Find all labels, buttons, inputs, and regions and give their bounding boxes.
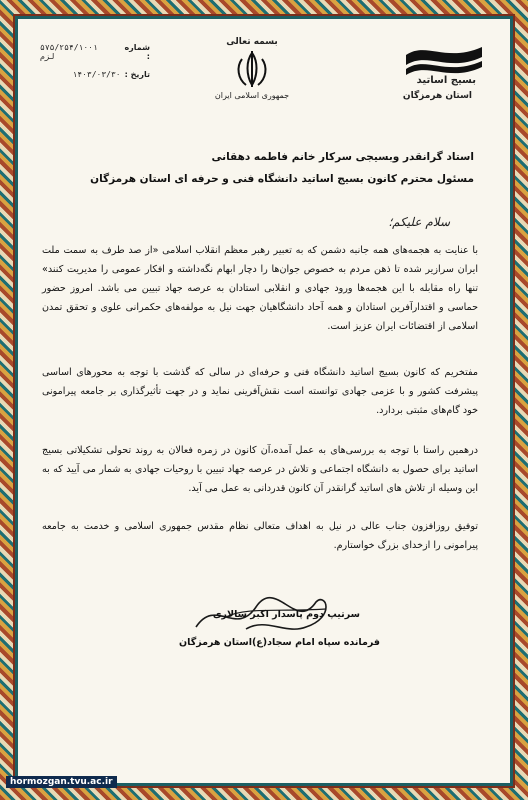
- date-value: ۱۴۰۳/۰۳/۳۰: [72, 69, 121, 79]
- emblem-caption: جمهوری اسلامی ایران: [214, 91, 290, 100]
- body-paragraph-3: درهمین راستا با توجه به بررسی‌های به عمل آمده،آن کانون در زمره فعالان به روند تحولی تشکیلاتی بسیج اساتید برای حصول به دانشگاه اجتماعی و تلاش در عرصه جهاد تبیین با روحیات جهادی به شمار می آیید که به این وسیله از تلاش های اساتید گرانقدر آن کانون قدردانی به عمل می آید.: [42, 445, 478, 494]
- greeting: سلام علیکم؛: [388, 215, 450, 229]
- signatory-title: فرمانده سپاه امام سجاد(ع)استان هرمزگان: [179, 637, 380, 648]
- body-paragraph-2: مفتخریم که کانون بسیج اساتید دانشگاه فنی و حرفه‌ای در سالی که گذشت با توجه به محورهای اساسی پیشرفت کشور و با عزمی جهادی توانسته است نقش‌آفرینی نماید و در جهت تأثیرگذاری بر جامعه پیرامونی خود گام‌های مثبتی بردارد.: [42, 367, 478, 416]
- letter-meta: [40, 41, 150, 85]
- basij-title: بسیج اساتید: [416, 75, 476, 86]
- website-url: hormozgan.tvu.ac.ir: [6, 776, 117, 788]
- emblem-heading: بسمه تعالی: [226, 37, 278, 47]
- letter-date: [40, 63, 150, 85]
- emblem-icon: [232, 49, 272, 89]
- state-emblem: [212, 37, 292, 121]
- number-value: ۵۷۵/۲۵۴/۱۰۰۱ لزم: [40, 43, 98, 61]
- date-label: تاریخ :: [124, 69, 150, 79]
- body-paragraph-1: با عنایت به هجمه‌های همه جانبه دشمن که به تعبیر رهبر معظم انقلاب اسلامی «از صد طرف به سمت ملت ایران سرازیر شده تا ذهن مردم به خصوص جوان‌ها را دچار ابهام نگه‌داشته و افکار عمومی را مدیریت کنند» تنها راه مقابله با این هجمه‌ها ورود جهادی و انقلابی استادان به عرصه جهاد تبیین می باشد. امروز حضور حماسی و اقتدارآفرین استادان و همه آحاد دانشگاهیان جهت نیل به مولفه‌های حکمرانی علوی و تحقق تمدن اسلامی از اقتضائات ایران عزیز است.: [42, 245, 478, 332]
- body-paragraph-4: توفیق روزافزون جناب عالی در نیل به اهداف متعالی نظام مقدس جمهوری اسلامی و خدمت به جامعه پیرامونی را ازخدای بزرگ خواستارم.: [42, 521, 478, 551]
- letter-sheet: [15, 16, 513, 786]
- basij-subtitle: استان هرمزگان: [402, 91, 472, 101]
- letter-number: [40, 41, 150, 63]
- signatory-name: سرتیپ دوم پاسدار اکبر سالاری: [212, 609, 360, 620]
- recipient-line-1: استاد گرانقدر وبسیجی سرکار خانم فاطمه دهقانی: [211, 151, 474, 163]
- number-label: شماره :: [124, 43, 150, 61]
- recipient-line-2: مسئول محترم کانون بسیج اساتید دانشگاه فنی و حرفه ای استان هرمزگان: [90, 173, 474, 185]
